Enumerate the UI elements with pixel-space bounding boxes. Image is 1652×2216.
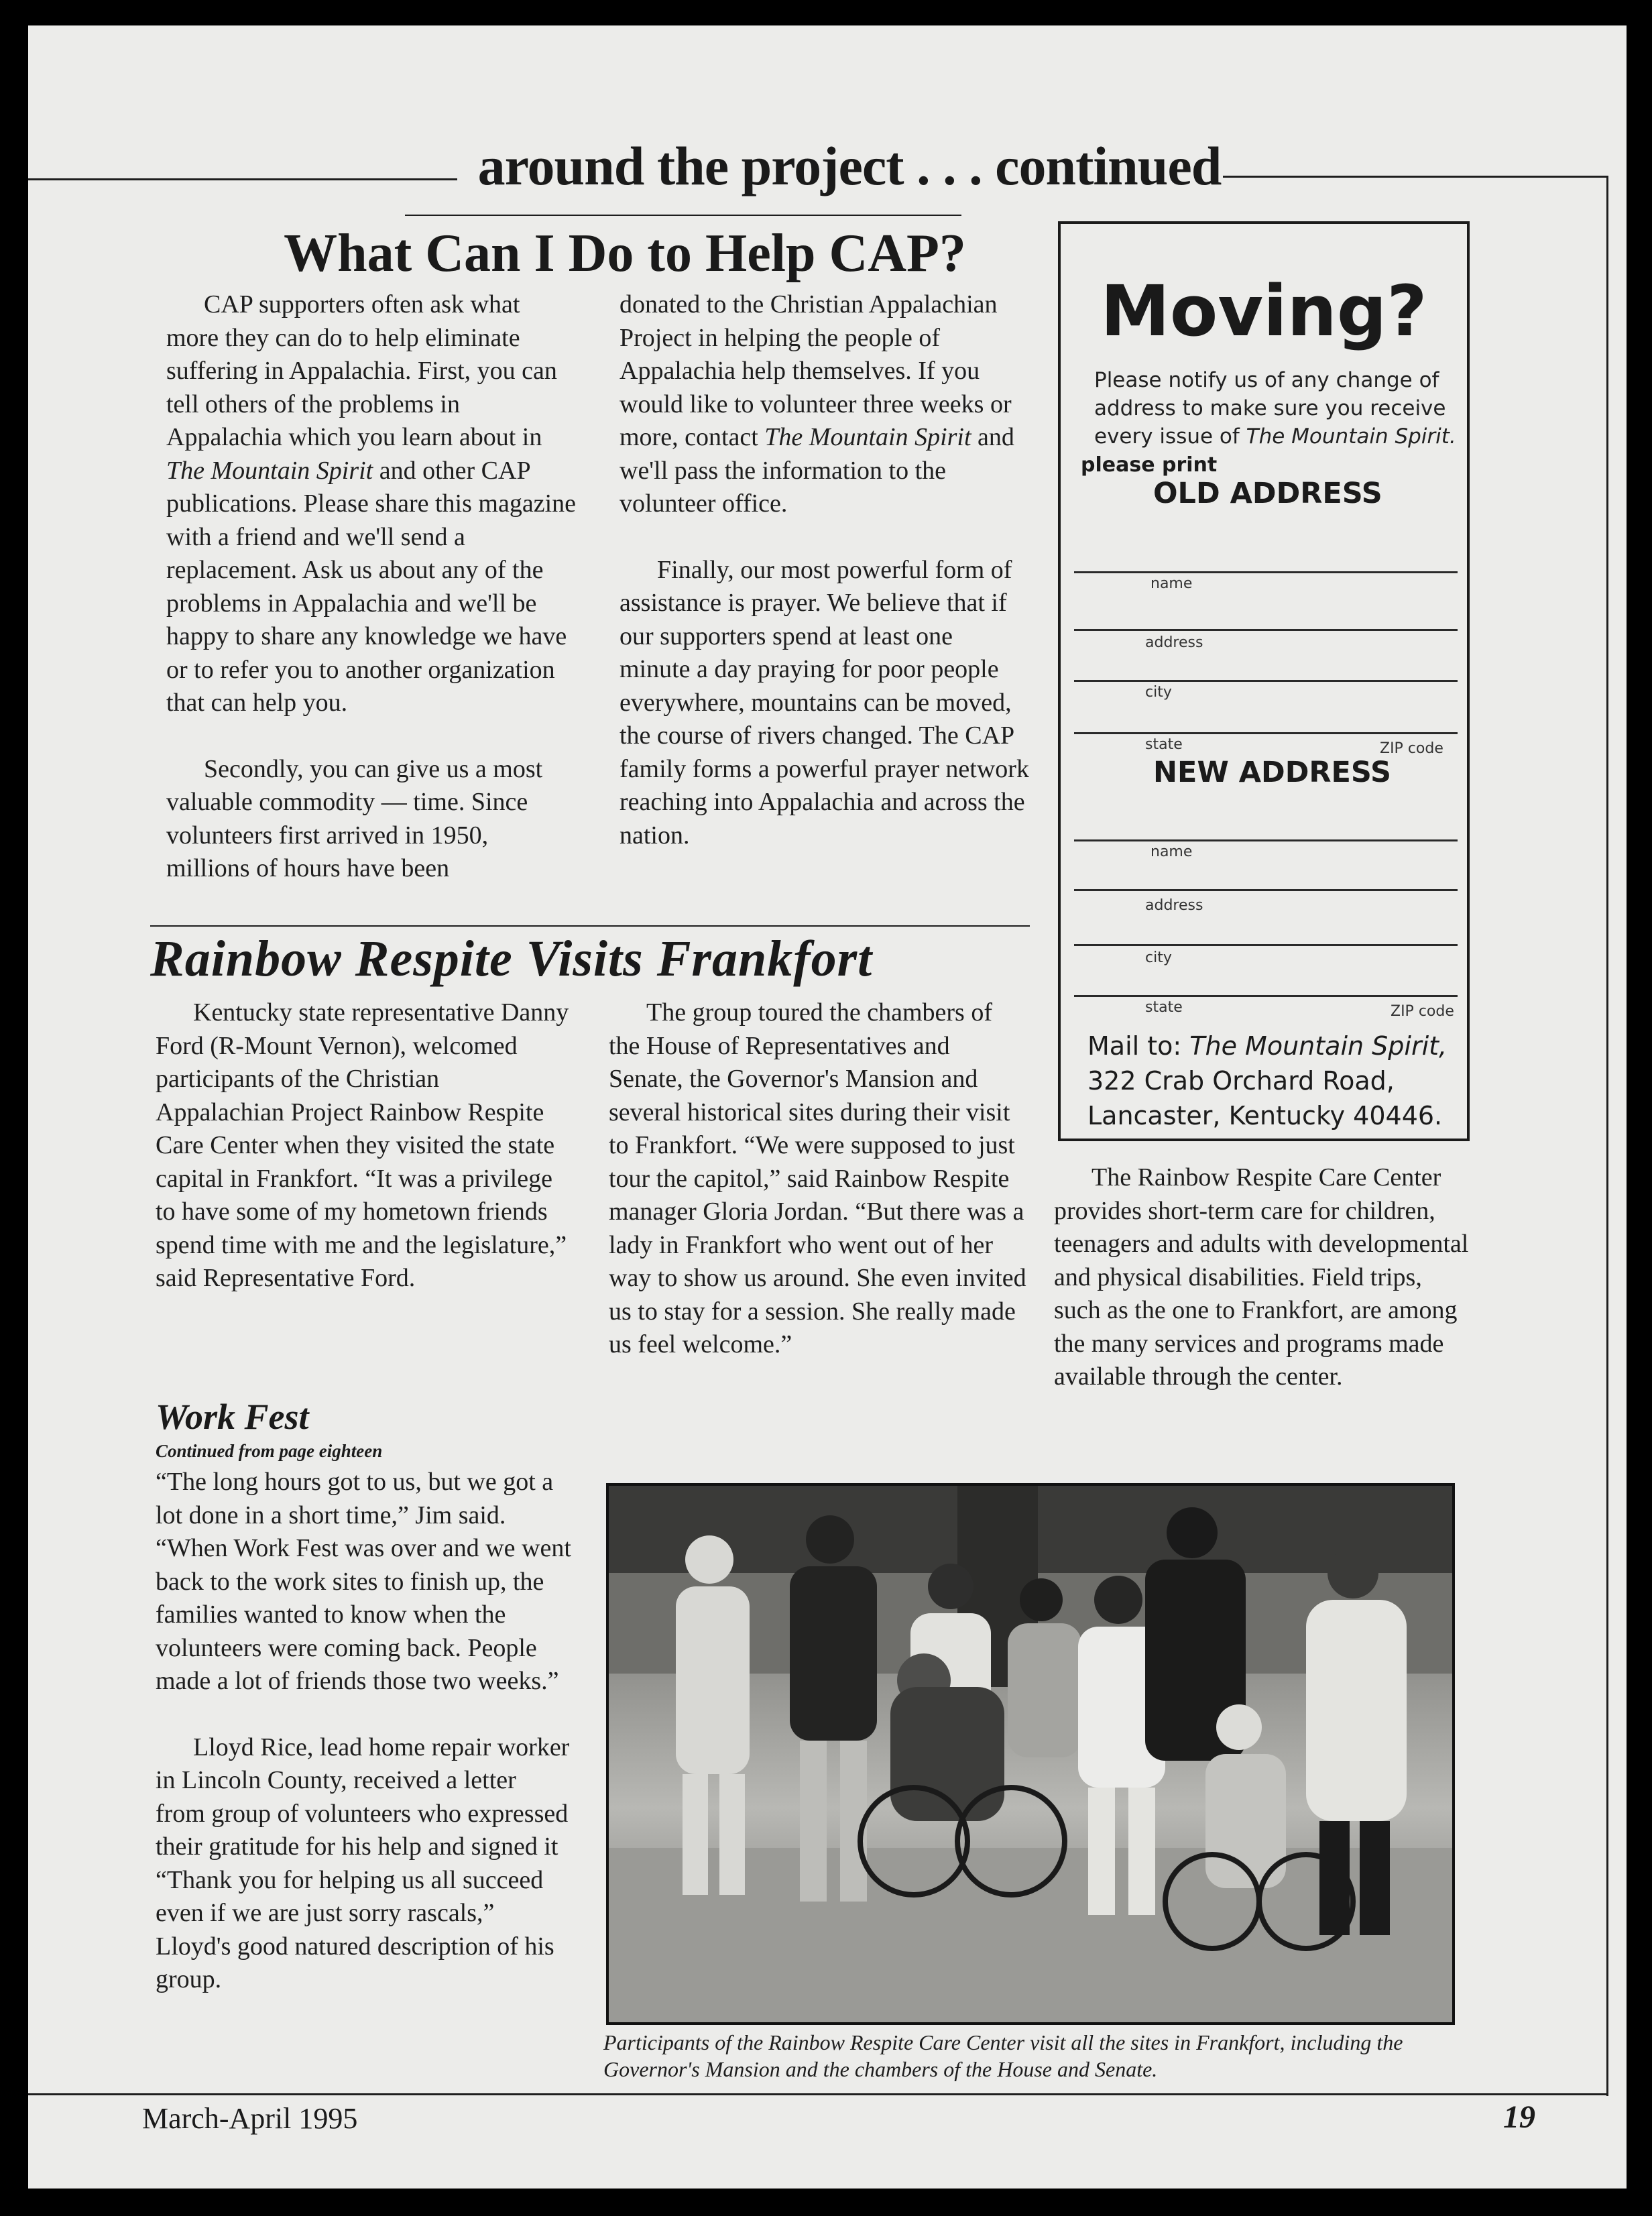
- old-address-label: address: [1145, 634, 1203, 651]
- article1-column-1: [166, 288, 577, 886]
- text-span: and we'll pass the information to the volunteer office.: [620, 423, 1014, 518]
- article1-column-2: [620, 288, 1030, 852]
- page-number: 19: [1503, 2099, 1535, 2135]
- magazine-name: The Mountain Spirit,: [1189, 1031, 1448, 1061]
- article3-paragraph-2: Lloyd Rice, lead home repair worker in Lincoln County, received a letter from group of volunteers who expressed their gratitude for his help and signed it “Thank you for helping us all succeed even if we are just sorry rascals,” Lloyd's good natured description of his group.: [156, 1733, 570, 1993]
- continued-from-note: Continued from page eighteen: [156, 1441, 383, 1461]
- text-span: CAP supporters often ask what more they can do to help eliminate suffering in Appalachia. First, you can tell others of the problems in Appalachia which you learn about in: [166, 290, 557, 451]
- new-city-line[interactable]: [1074, 944, 1458, 946]
- mail-to-line-2: 322 Crab Orchard Road,: [1087, 1066, 1395, 1096]
- photo-caption: Participants of the Rainbow Respite Care Center visit all the sites in Frankfort, including the Governor's Mansion and the chambers of the House and Senate.: [603, 2030, 1403, 2081]
- new-city-label: city: [1145, 949, 1172, 966]
- article3-title: Work Fest: [156, 1397, 309, 1437]
- mail-to-line-1: [1087, 1029, 1463, 1063]
- old-zip-label: ZIP code: [1380, 740, 1443, 757]
- footer-rule: [28, 2093, 1608, 2095]
- text-span: and other CAP publications. Please share this magazine with a friend and we'll send a replacement. Ask us about any of the problems in Appalachia and we'll be happy to share any knowledge we have or to refer you to another organization that can help you.: [166, 456, 576, 717]
- article2-column-2: [609, 996, 1028, 1362]
- article1-col2-paragraph-2: Finally, our most powerful form of assistance is prayer. We believe that if our supporters spend at least one minute a day praying for poor people everywhere, mountains can be moved, the course of rivers changed. The CAP family forms a powerful prayer network reaching into Appalachia and across the nation.: [620, 555, 1029, 850]
- please-print: please print: [1081, 453, 1218, 477]
- article2-column-1: [156, 996, 571, 1295]
- header-rule-left: [28, 178, 457, 180]
- old-name-label: name: [1150, 575, 1193, 592]
- new-zip-label: ZIP code: [1391, 1003, 1454, 1020]
- article-title: What Can I Do to Help CAP?: [284, 224, 966, 283]
- article2-col2-paragraph: The group toured the chambers of the House of Representatives and Senate, the Governor's Mansion and several historical sites during their visit to Frankfort. “We were supposed to just tour the capitol,” said Rainbow Respite manager Gloria Jordan. “But there was a lady in Frankfort who went out of her way to show us around. She even invited us to stay for a session. She really made us feel welcome.”: [609, 998, 1026, 1358]
- issue-date: March-April 1995: [142, 2102, 358, 2135]
- title-rule: [405, 215, 961, 216]
- article2-col3-paragraph: The Rainbow Respite Care Center provides short-term care for children, teenagers and adults with developmental and physical disabilities. Field trips, such as the one to Frankfort, are among the many services and programs made available through the center.: [1054, 1163, 1469, 1391]
- mail-to-line-3: Lancaster, Kentucky 40446.: [1087, 1101, 1443, 1130]
- photo-illustration: [609, 1486, 1452, 2022]
- article1-col2-paragraph-1: [620, 288, 1030, 521]
- article3-column: [156, 1466, 571, 1997]
- old-city-line[interactable]: [1074, 680, 1458, 682]
- mail-to-address: [1087, 1029, 1463, 1133]
- article2-title: Rainbow Respite Visits Frankfort: [150, 931, 873, 987]
- header-rule-right: [1223, 176, 1608, 178]
- article1-col1-paragraph-2: Secondly, you can give us a most valuable commodity — time. Since volunteers first arrived in 1950, millions of hours have been: [166, 754, 543, 882]
- text-span: Mail to:: [1087, 1031, 1190, 1061]
- address-change-form: [1058, 221, 1470, 1141]
- old-name-line[interactable]: [1074, 571, 1458, 573]
- new-address-heading: NEW ADDRESS: [1153, 756, 1391, 789]
- magazine-name: The Mountain Spirit.: [1246, 424, 1456, 449]
- group-photo: [606, 1483, 1455, 2025]
- old-address-line[interactable]: [1074, 629, 1458, 631]
- article1-col1-paragraph-1: [166, 288, 577, 720]
- magazine-name: The Mountain Spirit: [764, 423, 971, 451]
- article3-paragraph-1: “The long hours got to us, but we got a lot done in a short time,” Jim said. “When Work Fest was over and we went back to the work sites to finish up, the families wanted to know when the volunteers were coming back. People made a lot of friends those two weeks.”: [156, 1468, 571, 1695]
- moving-note: [1094, 366, 1456, 451]
- section-header: around the project . . . continued: [477, 135, 1222, 196]
- magazine-page: [28, 25, 1627, 2189]
- article2-column-3: [1054, 1161, 1474, 1394]
- moving-title: Moving?: [1100, 270, 1427, 352]
- article2-col1-paragraph: Kentucky state representative Danny Ford (R-Mount Vernon), welcomed participants of the Christian Appalachian Project Rainbow Respite Care Center when they visited the state capital in Frankfort. “It was a privilege to have some of my hometown friends spend time with me and the legislature,” said Representative Ford.: [156, 998, 569, 1292]
- old-address-heading: OLD ADDRESS: [1153, 477, 1382, 510]
- new-state-zip-line[interactable]: [1074, 995, 1458, 997]
- old-state-zip-line[interactable]: [1074, 732, 1458, 734]
- text-span: Please notify us of any change of address to make sure you receive every issue of: [1094, 368, 1446, 449]
- new-state-label: state: [1145, 999, 1183, 1016]
- new-address-label: address: [1145, 897, 1203, 914]
- frame-right-edge: [1606, 176, 1608, 2096]
- text-span: donated to the Christian Appalachian Project in helping the people of Appalachia help themselves. If you would like to volunteer three weeks or more, contact: [620, 290, 1012, 451]
- old-state-label: state: [1145, 736, 1183, 753]
- magazine-name: The Mountain Spirit: [166, 456, 373, 485]
- old-city-label: city: [1145, 684, 1172, 701]
- new-address-line[interactable]: [1074, 889, 1458, 891]
- new-name-line[interactable]: [1074, 839, 1458, 841]
- new-name-label: name: [1150, 843, 1193, 860]
